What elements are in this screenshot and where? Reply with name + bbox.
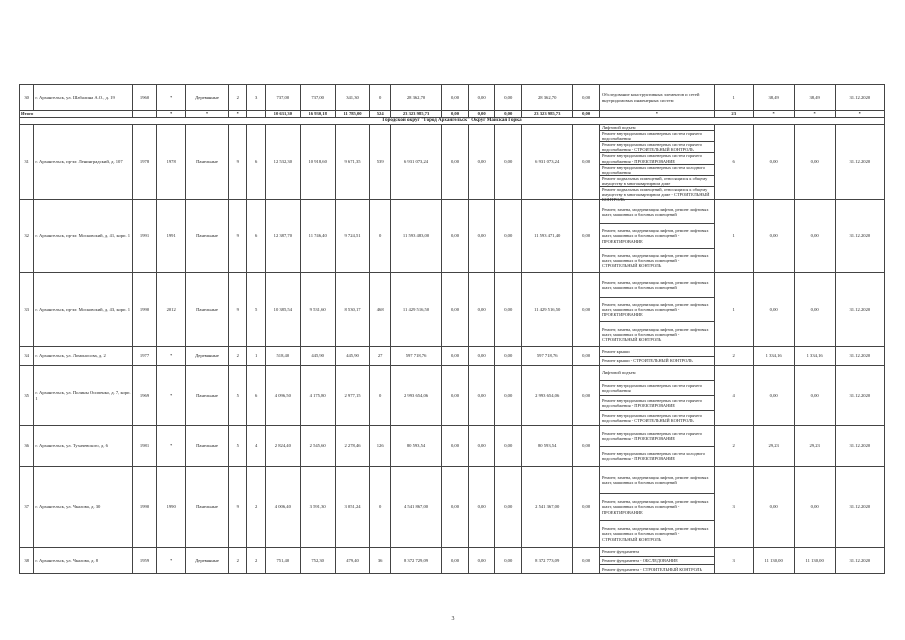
work-type-item: Ремонт, замена, модернизация лифтов, ремонт лифтовых шахт, машинных и блочных помещений: [600, 273, 714, 298]
wall-material-cell: Деревянные: [186, 548, 229, 574]
limit-cost-cell: 0,00: [794, 366, 835, 426]
floors-cell: 2: [229, 85, 247, 111]
regional-budget-cell: 0,00: [468, 85, 495, 111]
local-budget-cell: 0,00: [495, 125, 522, 200]
residents-cell: 0: [370, 366, 390, 426]
limit-cost-cell: 11 130,00: [794, 548, 835, 574]
other-funds-cell: 0,00: [573, 200, 600, 273]
work-types-cell: [599, 125, 714, 203]
capital-repair-table: [19, 84, 885, 574]
work-type-item: Лифтовой подъем: [600, 366, 714, 381]
row-number: 32: [20, 200, 34, 273]
total-living-area: 11 785,00: [335, 111, 370, 118]
entrances-cell: 3: [247, 85, 265, 111]
premises-area-cell: 4 175,80: [300, 366, 335, 426]
row-number: 38: [20, 548, 34, 574]
floors-cell: 5: [229, 426, 247, 467]
table-row: [20, 548, 885, 574]
work-type-item: Ремонт, замена, модернизация лифтов, ремонт лифтовых шахт, машинных и блочных помещений: [600, 467, 714, 494]
limit-cost-cell: 0,00: [794, 273, 835, 347]
fund-cell: 0,00: [442, 426, 469, 467]
residents-cell: 0: [370, 467, 390, 548]
work-types-cell: [599, 467, 714, 548]
work-types-cell: [599, 366, 714, 426]
address-cell: г. Архангельск, ул. Тухачевского, д. 6: [34, 426, 132, 467]
floors-cell: 9: [229, 200, 247, 273]
limit-cost-cell: 29,23: [794, 426, 835, 467]
owners-funds-cell: 11 593 471,40: [522, 200, 573, 273]
units-cell: 2: [714, 347, 753, 366]
deadline-cell: 31.12.2020: [835, 125, 884, 200]
total-regional: 0,00: [468, 111, 495, 118]
work-type-item: Ремонт фундамента: [600, 548, 714, 557]
deadline-cell: 31.12.2020: [835, 467, 884, 548]
living-area-cell: 3 051,24: [335, 467, 370, 548]
work-types-list: [600, 548, 714, 573]
total-work: *: [599, 111, 714, 118]
year-cell: 1978: [132, 125, 157, 200]
residents-cell: 0: [370, 200, 390, 273]
entrances-cell: 6: [247, 366, 265, 426]
work-type-item: Ремонт внутридомовых инженерных систем холодного водоснабжения - ПРОЕКТИРОВАНИЕ: [601, 451, 706, 462]
regional-budget-cell: 0,00: [468, 273, 495, 347]
work-types-cell: [599, 426, 714, 467]
total-cost-cell: 597 718,76: [390, 347, 441, 366]
other-funds-cell: 0,00: [573, 426, 600, 467]
limit-cost-cell: 0,00: [794, 200, 835, 273]
total-row: [20, 111, 885, 118]
total-cost-cell: 2 993 654,06: [390, 366, 441, 426]
floors-cell: 9: [229, 125, 247, 200]
specific-cost-cell: 0,00: [753, 273, 794, 347]
work-types-list: [600, 347, 714, 365]
owners-funds-cell: 2 541 367,00: [522, 467, 573, 548]
deadline-cell: 31.12.2020: [835, 426, 884, 467]
entrances-cell: 5: [247, 273, 265, 347]
residents-cell: 27: [370, 347, 390, 366]
owners-funds-cell: 8 372 773,09: [522, 548, 573, 574]
owners-funds-cell: 2 993 654,06: [522, 366, 573, 426]
table-row: [20, 347, 885, 366]
other-funds-cell: 0,00: [573, 467, 600, 548]
entrances-cell: 2: [247, 548, 265, 574]
work-type-cell: Обследование конструктивных элементов и сетей внутридомовых инженерных систем: [599, 85, 714, 111]
entrances-cell: 6: [247, 200, 265, 273]
area-cell: 10 385,54: [265, 273, 300, 347]
repair-year-cell: *: [157, 347, 186, 366]
limit-cost-cell: 0,00: [794, 125, 835, 200]
deadline-cell: 31.12.2020: [835, 347, 884, 366]
repair-year-cell: *: [157, 426, 186, 467]
total-limit: *: [794, 111, 835, 118]
wall-material-cell: Деревянные: [186, 85, 229, 111]
table-row: [20, 273, 885, 347]
row-number: 33: [20, 273, 34, 347]
other-funds-cell: 0,00: [573, 347, 600, 366]
regional-budget-cell: 0,00: [468, 347, 495, 366]
floors-cell: 5: [229, 366, 247, 426]
fund-cell: 0,00: [442, 85, 469, 111]
residents-cell: 539: [370, 125, 390, 200]
living-area-cell: 2 977,15: [335, 366, 370, 426]
year-cell: 1981: [132, 426, 157, 467]
area-cell: 4 006,40: [265, 467, 300, 548]
table-row: [20, 426, 885, 467]
local-budget-cell: 0,00: [495, 347, 522, 366]
table-row: [20, 467, 885, 548]
work-type-item: Ремонт внутридомовых инженерных систем горячего водоснабжения: [600, 381, 714, 396]
living-area-cell: 445,90: [335, 347, 370, 366]
floors-cell: 9: [229, 467, 247, 548]
specific-cost-cell: 0,00: [753, 366, 794, 426]
row-number: 37: [20, 467, 34, 548]
empty-cell: [132, 111, 157, 118]
repair-year-cell: *: [157, 366, 186, 426]
regional-budget-cell: 0,00: [468, 548, 495, 574]
units-cell: 1: [714, 273, 753, 347]
total-cost: 23 323 985,73: [390, 111, 441, 118]
floors-cell: 9: [229, 273, 247, 347]
year-cell: 1959: [132, 548, 157, 574]
regional-budget-cell: 0,00: [468, 125, 495, 200]
wall-material-cell: Панельные: [186, 467, 229, 548]
total-cost-cell: 11 593 483,00: [390, 200, 441, 273]
limit-cost-cell: 1 334,16: [794, 347, 835, 366]
specific-cost-cell: 0,00: [753, 200, 794, 273]
premises-area-cell: 9 531,60: [300, 273, 335, 347]
area-cell: 4 096,50: [265, 366, 300, 426]
entrances-cell: 6: [247, 125, 265, 200]
work-types-list: [600, 467, 714, 547]
repair-year-cell: *: [157, 548, 186, 574]
units-cell: 3: [714, 548, 753, 574]
area-cell: 12 532,30: [265, 125, 300, 200]
work-types-list: [600, 366, 714, 425]
specific-cost-cell: 1 334,16: [753, 347, 794, 366]
year-cell: 1977: [132, 347, 157, 366]
deadline-cell: 31.12.2020: [835, 548, 884, 574]
premises-area-cell: 2 545,60: [300, 426, 335, 467]
entrances-cell: 2: [247, 467, 265, 548]
specific-cost-cell: 0,00: [753, 125, 794, 200]
residents-cell: 36: [370, 548, 390, 574]
work-type-item: Лифтовой подъем: [600, 125, 714, 131]
deadline-cell: 31.12.2020: [835, 85, 884, 111]
fund-cell: 0,00: [442, 347, 469, 366]
area-cell: 751,40: [265, 548, 300, 574]
fund-cell: 0,00: [442, 125, 469, 200]
regional-budget-cell: 0,00: [468, 426, 495, 467]
deadline-cell: 31.12.2020: [835, 366, 884, 426]
year-cell: 1969: [132, 366, 157, 426]
other-funds-cell: 0,00: [573, 366, 600, 426]
empty-cell: [247, 111, 265, 118]
total-wall: *: [186, 111, 229, 118]
repair-year-cell: 1990: [157, 467, 186, 548]
living-area-cell: 479,40: [335, 548, 370, 574]
premises-area-cell: 10 918,60: [300, 125, 335, 200]
row-number: 36: [20, 426, 34, 467]
living-area-cell: 341,30: [335, 85, 370, 111]
deadline-cell: 31.12.2020: [835, 200, 884, 273]
local-budget-cell: 0,00: [495, 85, 522, 111]
wall-material-cell: Панельные: [186, 366, 229, 426]
area-cell: 737,00: [265, 85, 300, 111]
address-cell: г. Архангельск, ул. Полины Осипенко, д. 7, корп. 1: [34, 366, 132, 426]
work-type-item: Ремонт, замена, модернизация лифтов, ремонт лифтовых шахт, машинных и блочных помещений - ПРОЕКТИРОВАНИЕ: [600, 494, 714, 521]
total-premises-area: 16 930,18: [300, 111, 335, 118]
work-type-item: Ремонт внутридомовых инженерных систем горячего водоснабжения - ПРОЕКТИРОВАНИЕ: [600, 426, 714, 447]
total-cost-cell: 28 362,70: [390, 85, 441, 111]
premises-area-cell: 752,30: [300, 548, 335, 574]
total-floors: *: [229, 111, 247, 118]
total-cost-cell: 6 931 073,24: [390, 125, 441, 200]
other-funds-cell: 0,00: [573, 85, 600, 111]
owners-funds-cell: 80 593,54: [522, 426, 573, 467]
deadline-cell: 31.12.2020: [835, 273, 884, 347]
wall-material-cell: Панельные: [186, 426, 229, 467]
address-cell: г. Архангельск, ул. Шабалина А.О., д. 19: [34, 85, 132, 111]
section-heading: Городской округ "Город Архангельск" Округ Майская Горка: [20, 118, 885, 125]
work-types-list: [600, 426, 714, 466]
total-owners: 23 323 985,73: [522, 111, 573, 118]
entrances-cell: 4: [247, 426, 265, 467]
total-area: 10 631,30: [265, 111, 300, 118]
table-row: [20, 125, 885, 200]
specific-cost-cell: 38,49: [753, 85, 794, 111]
work-types-list: [600, 125, 714, 203]
floors-cell: 2: [229, 548, 247, 574]
units-cell: 2: [714, 426, 753, 467]
work-type-item: Ремонт подвальных помещений, относящихся к общему имуществу в многоквартирном доме - СТРОИТЕЛЬНЫЙ КОНТРОЛЬ: [601, 187, 710, 203]
address-cell: г. Архангельск, ул. Ломоносова, д. 2: [34, 347, 132, 366]
address-cell: г. Архангельск, ул. Чкалова, д. 8: [34, 548, 132, 574]
units-cell: 3: [714, 467, 753, 548]
area-cell: 12 387,70: [265, 200, 300, 273]
work-type-item: Ремонт, замена, модернизация лифтов, ремонт лифтовых шахт, машинных и блочных помещений: [600, 200, 714, 224]
repair-year-cell: 1991: [157, 200, 186, 273]
row-number: 31: [20, 125, 34, 200]
work-types-list: [600, 273, 714, 346]
work-type-item: Ремонт фундамента - ОБСЛЕДОВАНИЕ: [600, 557, 714, 566]
work-type-item: Ремонт подвальных помещений, относящихся к общему имуществу в многоквартирном доме: [600, 176, 714, 187]
specific-cost-cell: 29,23: [753, 426, 794, 467]
total-fund: 0,00: [442, 111, 469, 118]
address-cell: г. Архангельск, ул. Чкалова, д. 30: [34, 467, 132, 548]
table-body: [20, 85, 885, 574]
owners-funds-cell: 597 718,76: [522, 347, 573, 366]
work-type-item: Ремонт внутридомовых инженерных систем холодного водоснабжения: [600, 165, 714, 176]
local-budget-cell: 0,00: [495, 426, 522, 467]
total-specific: *: [753, 111, 794, 118]
local-budget-cell: 0,00: [495, 273, 522, 347]
work-type-item: Ремонт крыши - СТРОИТЕЛЬНЫЙ КОНТРОЛЬ: [601, 358, 693, 364]
limit-cost-cell: 0,00: [794, 467, 835, 548]
area-cell: 518,40: [265, 347, 300, 366]
limit-cost-cell: 38,49: [794, 85, 835, 111]
wall-material-cell: Панельные: [186, 125, 229, 200]
repair-year-cell: *: [157, 85, 186, 111]
total-cost-cell: 80 593,54: [390, 426, 441, 467]
work-type-item: Ремонт, замена, модернизация лифтов, ремонт лифтовых шахт, машинных и блочных помещений - ПРОЕКТИРОВАНИЕ: [600, 224, 714, 248]
total-deadline: *: [835, 111, 884, 118]
work-type-item: Ремонт крыши: [600, 347, 714, 357]
table-row: [20, 200, 885, 273]
living-area-cell: 8 530,17: [335, 273, 370, 347]
year-cell: 1990: [132, 273, 157, 347]
living-area-cell: 9 724,51: [335, 200, 370, 273]
work-type-item: Ремонт, замена, модернизация лифтов, ремонт лифтовых шахт, машинных и блочных помещений - ПРОЕКТИРОВАНИЕ: [600, 298, 714, 323]
total-cost-cell: 11 429 516,50: [390, 273, 441, 347]
premises-area-cell: 445,90: [300, 347, 335, 366]
fund-cell: 0,00: [442, 467, 469, 548]
regional-budget-cell: 0,00: [468, 366, 495, 426]
total-label: Итого: [20, 111, 133, 118]
fund-cell: 0,00: [442, 366, 469, 426]
other-funds-cell: 0,00: [573, 125, 600, 200]
total-units: 23: [714, 111, 753, 118]
year-cell: 1991: [132, 200, 157, 273]
specific-cost-cell: 11 130,00: [753, 548, 794, 574]
other-funds-cell: 0,00: [573, 548, 600, 574]
wall-material-cell: Панельные: [186, 273, 229, 347]
repair-year-cell: 1978: [157, 125, 186, 200]
wall-material-cell: Панельные: [186, 200, 229, 273]
total-cost-cell: 4 541 867,00: [390, 467, 441, 548]
address-cell: г. Архангельск, пр-кт. Московский, д. 41, корп. 1: [34, 200, 132, 273]
fund-cell: 0,00: [442, 548, 469, 574]
premises-area-cell: 737,00: [300, 85, 335, 111]
total-cost-cell: 8 372 729,09: [390, 548, 441, 574]
residents-cell: 0: [370, 85, 390, 111]
local-budget-cell: 0,00: [495, 548, 522, 574]
total-local: 0,00: [495, 111, 522, 118]
fund-cell: 0,00: [442, 200, 469, 273]
units-cell: 1: [714, 85, 753, 111]
year-cell: 1990: [132, 467, 157, 548]
section-row: [20, 118, 885, 125]
regional-budget-cell: 0,00: [468, 467, 495, 548]
residents-cell: 468: [370, 273, 390, 347]
local-budget-cell: 0,00: [495, 200, 522, 273]
total-other: 0,00: [573, 111, 600, 118]
total-residents: 524: [370, 111, 390, 118]
units-cell: 4: [714, 366, 753, 426]
row-number: 30: [20, 85, 34, 111]
work-type-item: Ремонт внутридомовых инженерных систем горячего водоснабжения - СТРОИТЕЛЬНЫЙ КОНТРОЛЬ: [601, 412, 703, 423]
living-area-cell: 2 278,46: [335, 426, 370, 467]
work-type-item: Ремонт фундамента - СТРОИТЕЛЬНЫЙ КОНТРОЛЬ: [601, 566, 703, 572]
owners-funds-cell: 11 429 516,50: [522, 273, 573, 347]
work-type-item: Ремонт внутридомовых инженерных систем горячего водоснабжения - СТРОИТЕЛЬНЫЙ КОНТРОЛЬ: [600, 142, 714, 153]
work-type-item: Ремонт, замена, модернизация лифтов, ремонт лифтовых шахт, машинных и блочных помещений - СТРОИТЕЛЬНЫЙ КОНТРОЛЬ: [601, 526, 709, 542]
local-budget-cell: 0,00: [495, 366, 522, 426]
table-row: [20, 366, 885, 426]
entrances-cell: 1: [247, 347, 265, 366]
address-cell: г. Архангельск, пр-кт. Московский, д. 43, корп. 1: [34, 273, 132, 347]
work-types-cell: [599, 548, 714, 574]
row-number: 34: [20, 347, 34, 366]
work-types-list: [600, 200, 714, 272]
work-type-item: Ремонт, замена, модернизация лифтов, ремонт лифтовых шахт, машинных и блочных помещений - СТРОИТЕЛЬНЫЙ КОНТРОЛЬ: [601, 252, 709, 268]
owners-funds-cell: 6 931 073,24: [522, 125, 573, 200]
work-types-cell: [599, 347, 714, 366]
table-row: [20, 85, 885, 111]
page-number: 3: [451, 616, 455, 622]
specific-cost-cell: 0,00: [753, 467, 794, 548]
year-cell: 1960: [132, 85, 157, 111]
work-type-item: Ремонт внутридомовых инженерных систем горячего водоснабжения - ПРОЕКТИРОВАНИЕ: [600, 396, 714, 411]
residents-cell: 126: [370, 426, 390, 467]
row-number: 35: [20, 366, 34, 426]
other-funds-cell: 0,00: [573, 273, 600, 347]
area-cell: 2 824,40: [265, 426, 300, 467]
total-repair: *: [157, 111, 186, 118]
work-type-item: Ремонт внутридомовых инженерных систем горячего водоснабжения - ПРОЕКТИРОВАНИЕ: [600, 153, 714, 164]
work-type-item: Ремонт внутридомовых инженерных систем горячего водоснабжения: [600, 131, 714, 142]
floors-cell: 2: [229, 347, 247, 366]
work-types-cell: [599, 273, 714, 347]
units-cell: 6: [714, 125, 753, 200]
premises-area-cell: 3 591,30: [300, 467, 335, 548]
address-cell: г. Архангельск, пр-кт. Ленинградский, д. 107: [34, 125, 132, 200]
work-type-item: Ремонт, замена, модернизация лифтов, ремонт лифтовых шахт, машинных и блочных помещений - СТРОИТЕЛЬНЫЙ КОНТРОЛЬ: [601, 326, 709, 342]
wall-material-cell: Деревянные: [186, 347, 229, 366]
living-area-cell: 9 671,35: [335, 125, 370, 200]
fund-cell: 0,00: [442, 273, 469, 347]
work-types-cell: [599, 200, 714, 273]
owners-funds-cell: 28 362,70: [522, 85, 573, 111]
premises-area-cell: 11 746,40: [300, 200, 335, 273]
regional-budget-cell: 0,00: [468, 200, 495, 273]
units-cell: 1: [714, 200, 753, 273]
repair-year-cell: 2012: [157, 273, 186, 347]
local-budget-cell: 0,00: [495, 467, 522, 548]
